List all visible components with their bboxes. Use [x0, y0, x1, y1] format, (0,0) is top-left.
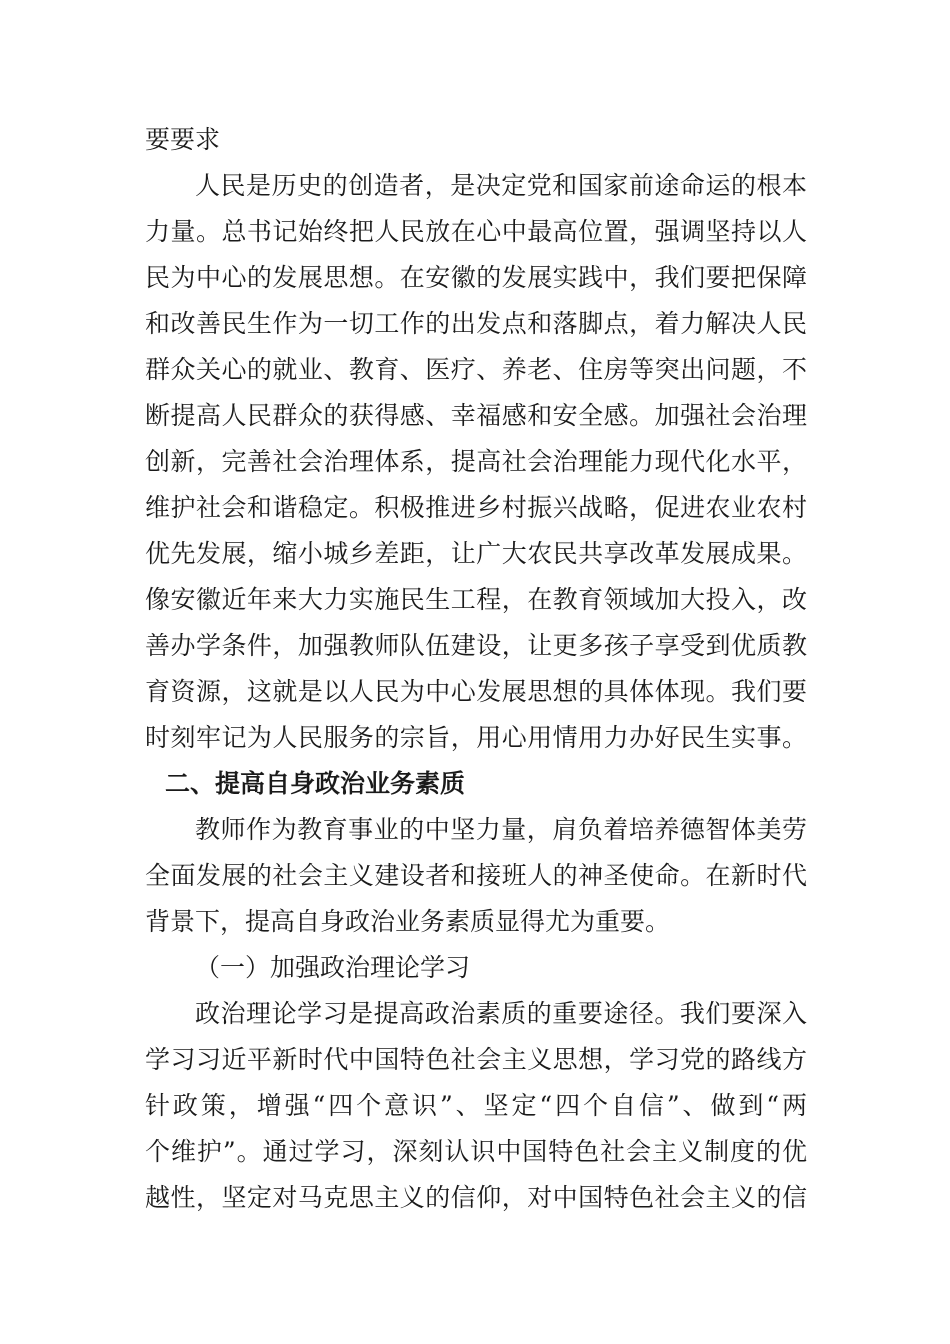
- text-line: 和改善民生作为一切工作的出发点和落脚点，着力解决人民: [145, 309, 807, 338]
- text-line: 育资源，这就是以人民为中心发展思想的具体体现。我们要: [145, 677, 807, 706]
- text-line: 优先发展，缩小城乡差距，让广大农民共享改革发展成果。: [145, 539, 807, 568]
- text-line: 越性，坚定对马克思主义的信仰，对中国特色社会主义的信: [145, 1183, 807, 1212]
- text-line: 时刻牢记为人民服务的宗旨，用心用情用力办好民生实事。: [145, 723, 807, 752]
- text-line: 创新，完善社会治理体系，提高社会治理能力现代化水平，: [145, 447, 807, 476]
- text-line: 力量。总书记始终把人民放在心中最高位置，强调坚持以人: [145, 217, 807, 246]
- text-line: 全面发展的社会主义建设者和接班人的神圣使命。在新时代: [145, 861, 807, 890]
- paragraph-first-line: 政治理论学习是提高政治素质的重要途径。我们要深入: [195, 999, 807, 1028]
- subsection-heading: （一）加强政治理论学习: [195, 953, 471, 982]
- text-line: 背景下，提高自身政治业务素质显得尤为重要。: [145, 907, 671, 936]
- text-line: 断提高人民群众的获得感、幸福感和安全感。加强社会治理: [145, 401, 807, 430]
- text-line: 要要求: [145, 125, 221, 154]
- text-line: 学习习近平新时代中国特色社会主义思想，学习党的路线方: [145, 1045, 807, 1074]
- section-heading: 二、提高自身政治业务素质: [165, 769, 466, 798]
- paragraph-first-line: 教师作为教育事业的中坚力量，肩负着培养德智体美劳: [195, 815, 807, 844]
- text-line: 像安徽近年来大力实施民生工程，在教育领域加大投入，改: [145, 585, 807, 614]
- paragraph-first-line: 人民是历史的创造者，是决定党和国家前途命运的根本: [195, 171, 807, 200]
- text-line: 个维护”。通过学习，深刻认识中国特色社会主义制度的优: [145, 1137, 807, 1166]
- text-line: 民为中心的发展思想。在安徽的发展实践中，我们要把保障: [145, 263, 807, 292]
- text-line: 群众关心的就业、教育、医疗、养老、住房等突出问题，不: [145, 355, 807, 384]
- text-line: 针政策，增强“四个意识”、坚定“四个自信”、做到“两: [145, 1091, 807, 1120]
- text-line: 维护社会和谐稳定。积极推进乡村振兴战略，促进农业农村: [145, 493, 807, 522]
- text-line: 善办学条件，加强教师队伍建设，让更多孩子享受到优质教: [145, 631, 807, 660]
